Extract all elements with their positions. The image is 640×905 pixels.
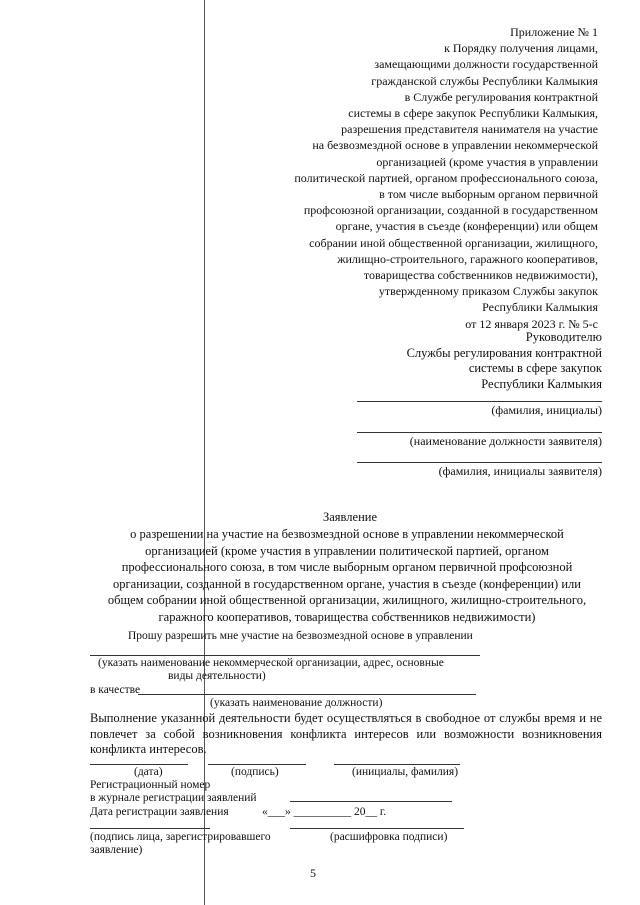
registrar-signature-field[interactable] [90, 828, 210, 829]
appendix-line: собрании иной общественной организации, жилищного, [309, 235, 598, 250]
appendix-line: профсоюзной организации, созданной в государственном [303, 203, 598, 218]
head-name-field[interactable] [357, 401, 602, 402]
addressee-line: системы в сфере закупок [468, 361, 602, 375]
date-field[interactable] [90, 764, 188, 765]
request-text: Прошу разрешить мне участие на безвозмездной основе в управлении [128, 630, 473, 642]
applicant-name-hint: (фамилия, инициалы заявителя) [438, 464, 602, 478]
document-title: Заявление [322, 510, 377, 524]
appendix-line: политической партией, органом профессионального союза, [294, 170, 598, 185]
addressee-line: Руководителю [525, 330, 602, 344]
registrar-hint-2: заявление) [90, 844, 143, 856]
signature-hint: (подпись) [231, 766, 279, 778]
applicant-position-field[interactable] [357, 432, 602, 433]
signature-field[interactable] [208, 764, 306, 765]
appendix-line: Республики Калмыкия [482, 300, 598, 315]
page-number: 5 [310, 866, 316, 880]
decode-hint: (расшифровка подписи) [330, 831, 448, 843]
date-hint: (дата) [134, 766, 163, 778]
scan-artifact-line [204, 0, 205, 905]
appendix-line: утвержденному приказом Службы закупок [378, 284, 598, 299]
appendix-line: системы в сфере закупок Республики Калмыкия, [348, 106, 598, 121]
subtitle-line: профессионального союза, в том числе выборным органом первичной профсоюзной [121, 560, 573, 574]
appendix-line: в том числе выборным органом первичной [379, 187, 598, 202]
organization-hint-2: виды деятельности) [168, 670, 266, 682]
subtitle-line: организации, созданной в государственном органе, участия в съезде (конференции) или [113, 576, 581, 591]
statement-paragraph: Выполнение указанной деятельности будет осуществляться в свободное от службы время и не повлечет за собой возникновения конфликта интересов или возможности возникновения конфликта интересов. [90, 711, 602, 756]
appendix-line: от 12 января 2023 г. № 5-с [465, 316, 598, 331]
activity-hint: (указать наименование должности) [210, 697, 383, 709]
organization-field[interactable] [90, 655, 480, 656]
initials-field[interactable] [334, 764, 460, 765]
reg-number-label-1: Регистрационный номер [90, 779, 211, 791]
appendix-line: товарищества собственников недвижимости), [363, 268, 598, 283]
appendix-line: в Службе регулирования контрактной [404, 89, 598, 104]
registrar-decode-field[interactable] [290, 828, 464, 829]
subtitle-line: о разрешении на участие на безвозмездной основе в управлении некоммерческой [130, 527, 564, 541]
initials-hint: (инициалы, фамилия) [352, 766, 459, 778]
appendix-line: на безвозмездной основе в управлении некоммерческой [312, 138, 598, 153]
appendix-line: жилищно-строительного, гаражного кооперативов, [337, 251, 598, 266]
head-name-hint: (фамилия, инициалы) [491, 403, 602, 417]
appendix-line: Приложение № 1 [510, 25, 598, 39]
document-subtitle [62, 526, 632, 625]
reg-number-field[interactable] [290, 801, 452, 802]
reg-date-value: «___» __________ 20__ г. [262, 806, 387, 818]
applicant-name-field[interactable] [357, 462, 602, 463]
position-field[interactable] [138, 694, 476, 695]
appendix-line: гражданской службы Республики Калмыкия [371, 73, 598, 88]
reg-date-label: Дата регистрации заявления [90, 806, 229, 818]
addressee-line: Службы регулирования контрактной [406, 345, 602, 360]
appendix-line: разрешения представителя нанимателя на участие [341, 122, 598, 137]
organization-hint-1: (указать наименование некоммерческой организации, адрес, основные [98, 657, 444, 669]
appendix-line: органе, участия в съезде (конференции) или общем [335, 219, 598, 234]
appendix-line: к Порядку получения лицами, [444, 41, 598, 56]
applicant-position-hint: (наименование должности заявителя) [409, 434, 602, 448]
reg-number-label-2: в журнале регистрации заявлений [90, 792, 257, 804]
appendix-line: замещающими должности государственной [374, 57, 598, 72]
appendix-header [238, 24, 598, 332]
subtitle-line: организацией (кроме участия в управлении политической партией, органом [145, 543, 549, 558]
as-label: в качестве [90, 684, 141, 696]
addressee-block [302, 330, 602, 392]
subtitle-line: гаражного кооперативов, товарищества собственников недвижимости) [158, 609, 536, 624]
appendix-line: организацией (кроме участия в управлении [376, 154, 598, 169]
registrar-hint-1: (подпись лица, зарегистрировавшего [90, 831, 271, 843]
addressee-line: Республики Калмыкия [481, 376, 602, 391]
subtitle-line: общем собрании иной общественной организации, жилищного, жилищно-строительного, [107, 593, 587, 607]
